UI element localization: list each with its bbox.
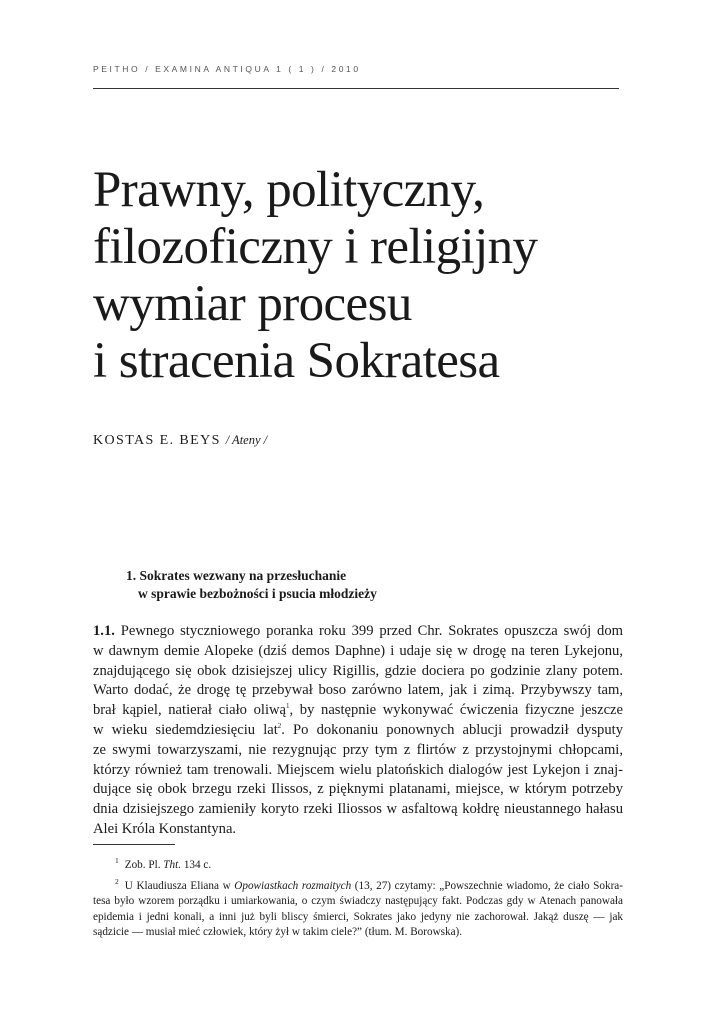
title-line: Prawny, polityczny, — [93, 162, 485, 218]
author-name: KOSTAS E. BEYS — [93, 433, 221, 448]
footnote-rule — [93, 844, 175, 845]
footnote-text: (13, 27) czytamy: „Powszechnie wiadomo, że ciało Sokra- — [351, 879, 624, 892]
section-heading-line: 1. Sokrates wezwany na przesłuchanie — [126, 568, 347, 583]
footnote — [93, 876, 624, 941]
body-text: brał kąpiel, natierał ciało oliwą — [93, 702, 287, 719]
footnotes — [93, 858, 623, 946]
footnote-text: U Klaudiusza Eliana w — [124, 879, 235, 892]
body-line — [93, 622, 623, 642]
body-text: , by następnie wykonywać ćwiczenia fizyczne jeszcze — [289, 702, 624, 719]
footnote-line: epidemia i jedni konali, a inni już byli bliscy śmierci, Sokrates jako jedyny nie zachorował. Jakąż duszę — jak — [93, 910, 623, 923]
body-line: Alei Króla Konstantyna. — [93, 820, 237, 837]
body-line — [93, 701, 623, 721]
footnote-ref[interactable]: 2 — [277, 722, 282, 731]
footnote-text: Opowiastkach rozmaitych — [234, 879, 352, 892]
section-heading — [126, 567, 377, 603]
author-affiliation: / Ateny / — [225, 433, 268, 447]
body-line — [93, 721, 623, 741]
author-line — [93, 433, 267, 449]
paragraph-number: 1.1. — [93, 623, 115, 639]
body-text: Pewnego styczniowego poranka roku 399 przed Chr. Sokrates opuszcza swój dom — [114, 623, 623, 639]
footnote-mark: 2 — [115, 876, 119, 886]
footnote-line: sądzicie — musiał mieć człowiek, który żył w takim ciele?” (tłum. M. Borowska). — [93, 926, 463, 938]
body-line: w dawnym demie Alopeke (dziś demos Daphne) i udaje się w drogę na teren Lykejonu, — [93, 642, 623, 659]
footnote-text: 134 c. — [181, 859, 212, 871]
title-line: filozoficzny i religijny — [93, 219, 538, 275]
footnote-text: Zob. Pl. — [124, 859, 164, 871]
footnote — [93, 858, 623, 874]
article-title — [93, 162, 653, 390]
body-line: Warto dodać, że drogę tę przebywał boso zarówno latem, jak i zimą. Przybywszy tam, — [93, 682, 623, 699]
body-line: dujące się obok brzegu rzeki Ilissos, z pięknymi platanami, miejsce, w którym potrzeby — [93, 781, 623, 798]
body-text: . Po dokonaniu ponownych ablucji prowadził dysputy — [281, 721, 623, 738]
header-rule — [93, 88, 619, 89]
footnote-line: tesa było wzorem porządku i umiarkowania, o czym świadczy następujący fakt. Podczas gdy w Atenach panowała — [93, 895, 623, 907]
body-line: znajdującego się obok dzisiejszej ulicy Rigillis, gdzie dociera po godzinie zlany potem. — [93, 662, 623, 679]
footnote-ref[interactable]: 1 — [286, 702, 290, 711]
footnote-text: Tht. — [163, 859, 182, 871]
body-paragraph — [93, 622, 623, 840]
footnote-line — [93, 876, 624, 895]
body-text: w wieku siedemdziesięciu lat — [93, 721, 278, 738]
body-line: ze swymi towarzyszami, nie rezygnując przy tym z flirtów z przystojnymi chłopcami, — [93, 741, 623, 758]
section-heading-line: w sprawie bezbożności i psucia młodzieży — [138, 586, 377, 601]
title-line: wymiar procesu — [93, 276, 412, 332]
footnote-line — [93, 858, 623, 874]
footnote-mark: 1 — [115, 856, 119, 866]
body-line: dnia dzisiejszego zamieniły koryto rzeki Iliossos w asfaltową kołdrę nieustannego hałasu — [93, 801, 623, 818]
body-line: którzy również tam trenowali. Miejscem wielu platońskich dialogów jest Lykejon i znaj- — [93, 761, 623, 778]
running-head: PEITHO / EXAMINA ANTIQUA 1 ( 1 ) / 2010 — [93, 64, 361, 74]
title-line: i stracenia Sokratesa — [93, 333, 500, 389]
